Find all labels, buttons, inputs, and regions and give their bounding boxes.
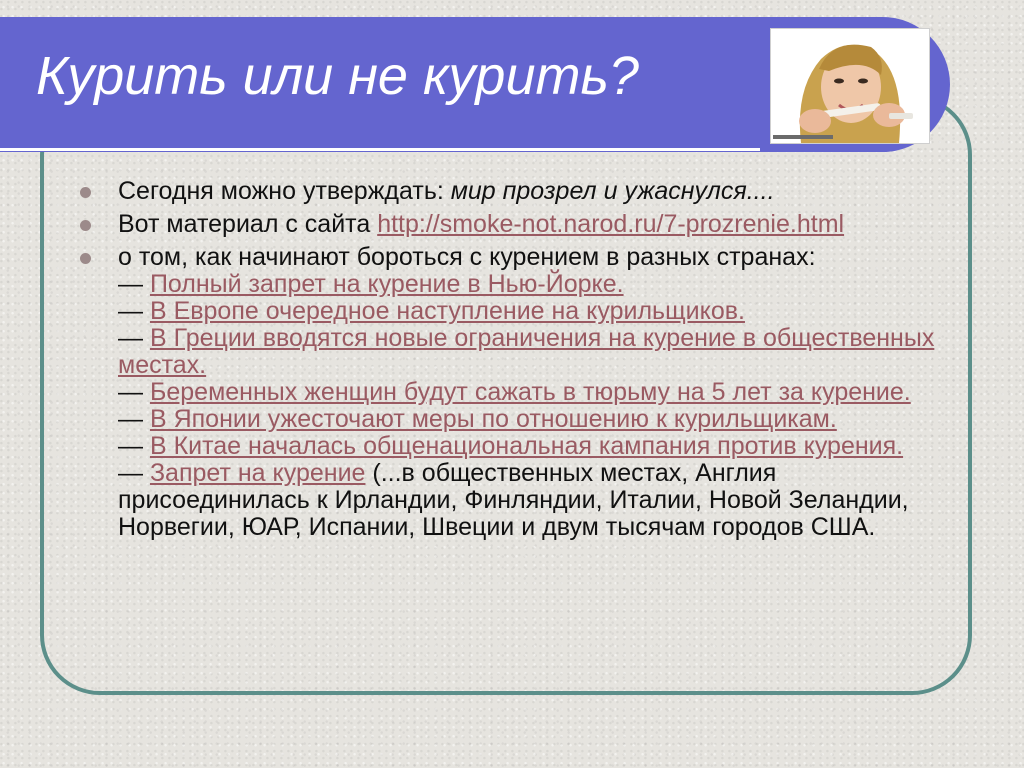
sub-item-text: (...в общественных местах, Англия присоединилась к Ирландии, Финляндии, Италии, Новой Зеландии, Норвегии, ЮАР, Испании, Швеции и двум тысячам городов США. [118, 459, 909, 541]
source-link[interactable]: http://smoke-not.narod.ru/7-prozrenie.html [377, 210, 845, 238]
list-item [78, 244, 958, 541]
bullet-dot [80, 253, 91, 264]
news-link[interactable]: В Европе очередное наступление на курильщиков. [149, 297, 745, 325]
sub-item [118, 460, 958, 541]
woman-breaking-cigarette-photo [770, 28, 930, 144]
news-link[interactable]: В Японии ужесточают меры по отношению к курильщикам. [149, 405, 837, 433]
dash: — [118, 270, 150, 298]
bullet-text: о том, как начинают бороться с курением в разных странах: [118, 243, 816, 271]
sub-item [118, 325, 958, 379]
sub-item [118, 406, 958, 433]
dash: — [118, 459, 150, 487]
bullet-list [78, 178, 958, 541]
slide-content [78, 178, 958, 547]
bullet-text: Сегодня можно утверждать: [118, 177, 451, 205]
news-link[interactable]: Полный запрет на курение в Нью-Йорке. [149, 270, 624, 298]
list-item [78, 178, 958, 205]
dash: — [118, 432, 150, 460]
news-link[interactable]: Беременных женщин будут сажать в тюрьму на 5 лет за курение. [149, 378, 911, 406]
bullet-dot [80, 187, 91, 198]
dash: — [118, 405, 150, 433]
dash: — [118, 324, 150, 352]
dash: — [118, 297, 150, 325]
sub-item [118, 379, 958, 406]
bullet-dot [80, 220, 91, 231]
slide-title: Курить или не курить? [36, 46, 639, 106]
news-link[interactable]: В Греции вводятся новые ограничения на курение в общественных местах. [118, 324, 935, 379]
bullet-text: Вот материал с сайта [118, 210, 378, 238]
news-link[interactable]: В Китае началась общенациональная кампания против курения. [149, 432, 904, 460]
dash: — [118, 378, 150, 406]
bullet-italic-text: мир прозрел и ужаснулся.... [450, 177, 775, 205]
news-link[interactable]: Запрет на курение [149, 459, 366, 487]
sub-item [118, 298, 958, 325]
title-underline [0, 148, 760, 151]
sub-item [118, 433, 958, 460]
sub-item [118, 271, 958, 298]
list-item [78, 211, 958, 238]
